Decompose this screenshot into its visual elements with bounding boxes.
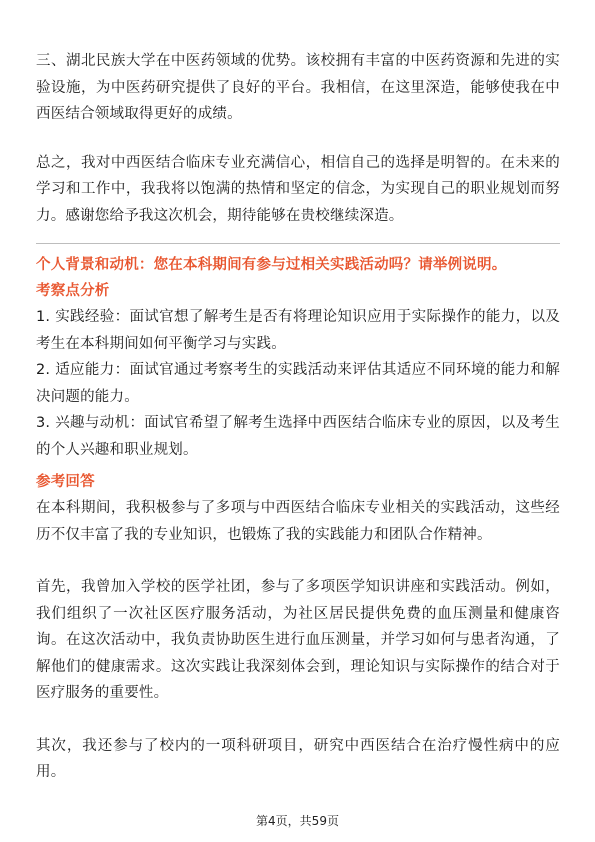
analysis-label: 考察点分析 — [36, 283, 110, 299]
section-divider — [36, 243, 560, 244]
analysis-item-2: 2. 适应能力：面试官通过考察考生的实践活动来评估其适应不同环境的能力和解决问题的能力。 — [36, 362, 560, 405]
answer-paragraph-1: 在本科期间，我积极参与了多项与中西医结合临床专业相关的实践活动，这些经历不仅丰富了我的专业知识，也锻炼了我的实践能力和团队合作精神。 — [36, 500, 560, 543]
page-footer: 第4页，共59页 — [256, 814, 339, 828]
document-body — [36, 48, 560, 786]
answer-paragraph-3: 其次，我还参与了校内的一项科研项目，研究中西医结合在治疗慢性病中的应用。 — [36, 737, 560, 780]
answer-label: 参考回答 — [36, 474, 95, 490]
intro-paragraph-3: 三、湖北民族大学在中医药领域的优势。该校拥有丰富的中医药资源和先进的实验设施，为中医药研究提供了良好的平台。我相信，在这里深造，能够使我在中西医结合领域取得更好的成绩。 — [36, 53, 560, 122]
analysis-item-3: 3. 兴趣与动机：面试官希望了解考生选择中西医结合临床专业的原因，以及考生的个人兴趣和职业规划。 — [36, 415, 560, 458]
analysis-item-1: 1. 实践经验：面试官想了解考生是否有将理论知识应用于实际操作的能力，以及考生在本科期间如何平衡学习与实践。 — [36, 309, 560, 352]
answer-paragraph-2: 首先，我曾加入学校的医学社团，参与了多项医学知识讲座和实践活动。例如，我们组织了一次社区医疗服务活动，为社区居民提供免费的血压测量和健康咨询。在这次活动中，我负责协助医生进行血压测量，并学习如何与患者沟通，了解他们的健康需求。这次实践让我深刻体会到，理论知识与实际操作的结合对于医疗服务的重要性。 — [36, 579, 560, 701]
conclusion-paragraph: 总之，我对中西医结合临床专业充满信心，相信自己的选择是明智的。在未来的学习和工作中，我我将以饱满的热情和坚定的信念，为实现自己的职业规划而努力。感谢您给予我这次机会，期待能够在贵校继续深造。 — [36, 154, 560, 224]
question-title: 个人背景和动机：您在本科期间有参与过相关实践活动吗？请举例说明。 — [36, 257, 507, 273]
